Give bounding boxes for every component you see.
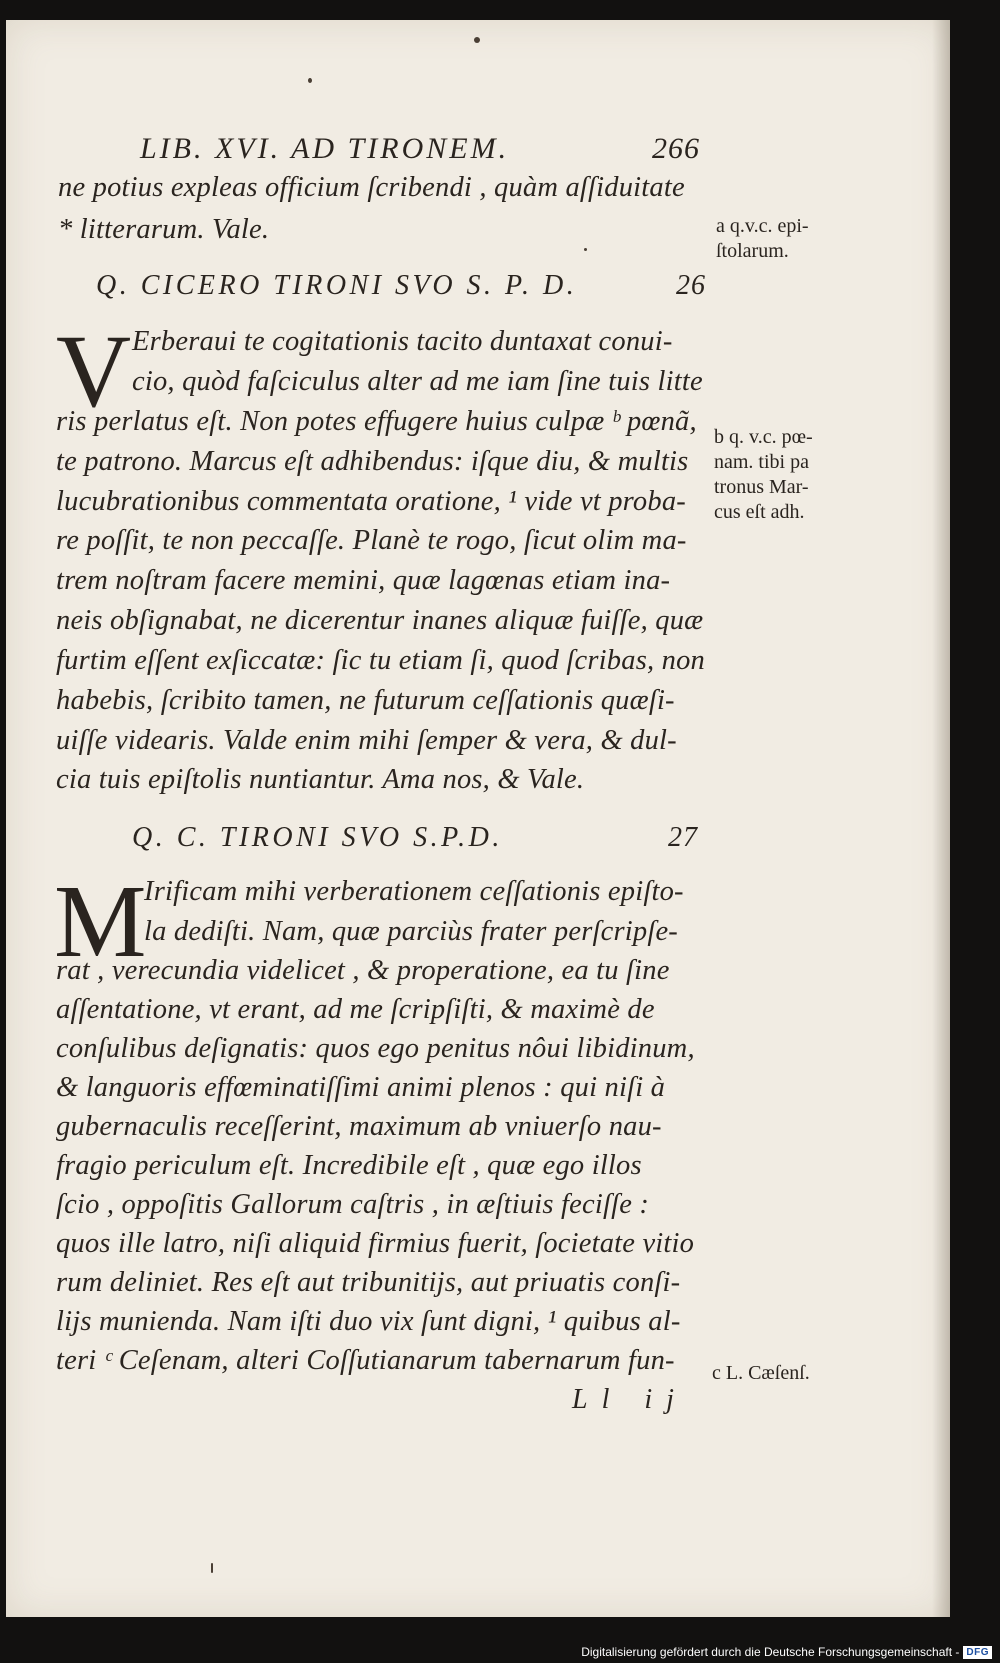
text-line: quos ille latro, niſi aliquid firmius fuerit, ſocietate vitio: [56, 1228, 695, 1259]
text-line: la dediſti. Nam, quæ parciùs frater perſcripſe-: [144, 916, 678, 947]
text-line: neis obſignabat, ne dicerentur inanes aliquæ fuiſſe, quæ: [56, 605, 704, 636]
letter-heading: [96, 270, 706, 302]
text-line: aſſentatione, vt erant, ad me ſcripſiſti, & maximè de: [56, 994, 655, 1025]
letter-heading-text: Q. C. TIRONI SVO S.P.D.: [132, 822, 503, 853]
text-line: te patrono. Marcus eſt adhibendus: iſque diu, & multis: [56, 446, 689, 477]
text-line: fragio periculum eſt. Incredibile eſt , quæ ego illos: [56, 1150, 642, 1181]
text-line: re poſſit, te non peccaſſe. Planè te rogo, ſicut olim ma-: [56, 525, 687, 556]
text-line: rum deliniet. Res eſt aut tribunitijs, aut priuatis conſi-: [56, 1267, 681, 1298]
text-line: cia tuis epiſtolis nuntiantur. Ama nos, & Vale.: [56, 764, 585, 795]
text-line: ne potius expleas officium ſcribendi , quàm aſſiduitate: [58, 172, 685, 203]
marginal-note: c L. Cæſenſ.: [712, 1362, 810, 1384]
text-line: ris perlatus eſt. Non potes effugere huius culpæ ᵇ pœnã,: [56, 406, 697, 437]
letter-number: 27: [668, 822, 698, 853]
ink-speck: [308, 78, 312, 83]
credit-text: Digitalisierung gefördert durch die Deutsche Forschungsgemeinschaft -: [581, 1645, 960, 1659]
text-line: furtim eſſent exſiccatæ: ſic tu etiam ſi, quod ſcribas, non: [56, 645, 705, 676]
text-line: Erberaui te cogitationis tacito duntaxat conui-: [132, 326, 673, 357]
text-line: uiſſe videaris. Valde enim mihi ſemper & vera, & dul-: [56, 725, 677, 756]
text-line: Irificam mihi verberationem ceſſationis epiſto-: [144, 876, 684, 907]
marginal-note: b q. v.c. pœ- nam. tibi pa tronus Mar- cus eſt adh.: [714, 426, 813, 523]
ink-speck: [211, 1563, 213, 1573]
digitization-credit: [581, 1643, 992, 1661]
running-header: [140, 132, 700, 176]
text-line: * litterarum. Vale.: [58, 214, 270, 245]
signature-mark: Ll ij: [572, 1384, 688, 1415]
dfg-logo: DFG: [963, 1646, 992, 1659]
text-line: trem noſtram facere memini, quæ lagœnas etiam ina-: [56, 565, 671, 596]
text-line: cio, quòd faſciculus alter ad me iam ſine tuis litte: [132, 366, 703, 397]
running-title: LIB. XVI. AD TIRONEM.: [140, 132, 510, 165]
text-line: lijs munienda. Nam iſti duo vix ſunt digni, ¹ quibus al-: [56, 1306, 681, 1337]
text-line: teri ᶜ Ceſenam, alteri Coſſutianarum tabernarum fun-: [56, 1345, 675, 1376]
text-line: habebis, ſcribito tamen, ne futurum ceſſationis quæſi-: [56, 685, 675, 716]
letter-number: 26: [676, 270, 706, 301]
page-number: 266: [652, 132, 700, 165]
ink-speck: [584, 248, 587, 251]
letter-heading-text: Q. CICERO TIRONI SVO S. P. D.: [96, 270, 578, 301]
text-line: gubernaculis receſſerint, maximum ab vniuerſo nau-: [56, 1111, 662, 1142]
text-line: rat , verecundia videlicet , & properatione, ea tu ſine: [56, 955, 670, 986]
drop-initial: M: [54, 864, 147, 979]
text-line: lucubrationibus commentata oratione, ¹ vide vt proba-: [56, 486, 686, 517]
text-line: ſcio , oppoſitis Gallorum caſtris , in æſtiuis feciſſe :: [56, 1189, 650, 1220]
text-line: conſulibus deſignatis: quos ego penitus nôui libidinum,: [56, 1033, 695, 1064]
letter-heading: [132, 822, 698, 854]
ink-speck: [474, 37, 480, 43]
drop-initial: V: [56, 314, 132, 429]
text-line: & languoris effœminatiſſimi animi plenos : qui niſi à: [56, 1072, 666, 1103]
marginal-note: a q.v.c. epi- ſtolarum.: [716, 215, 809, 262]
